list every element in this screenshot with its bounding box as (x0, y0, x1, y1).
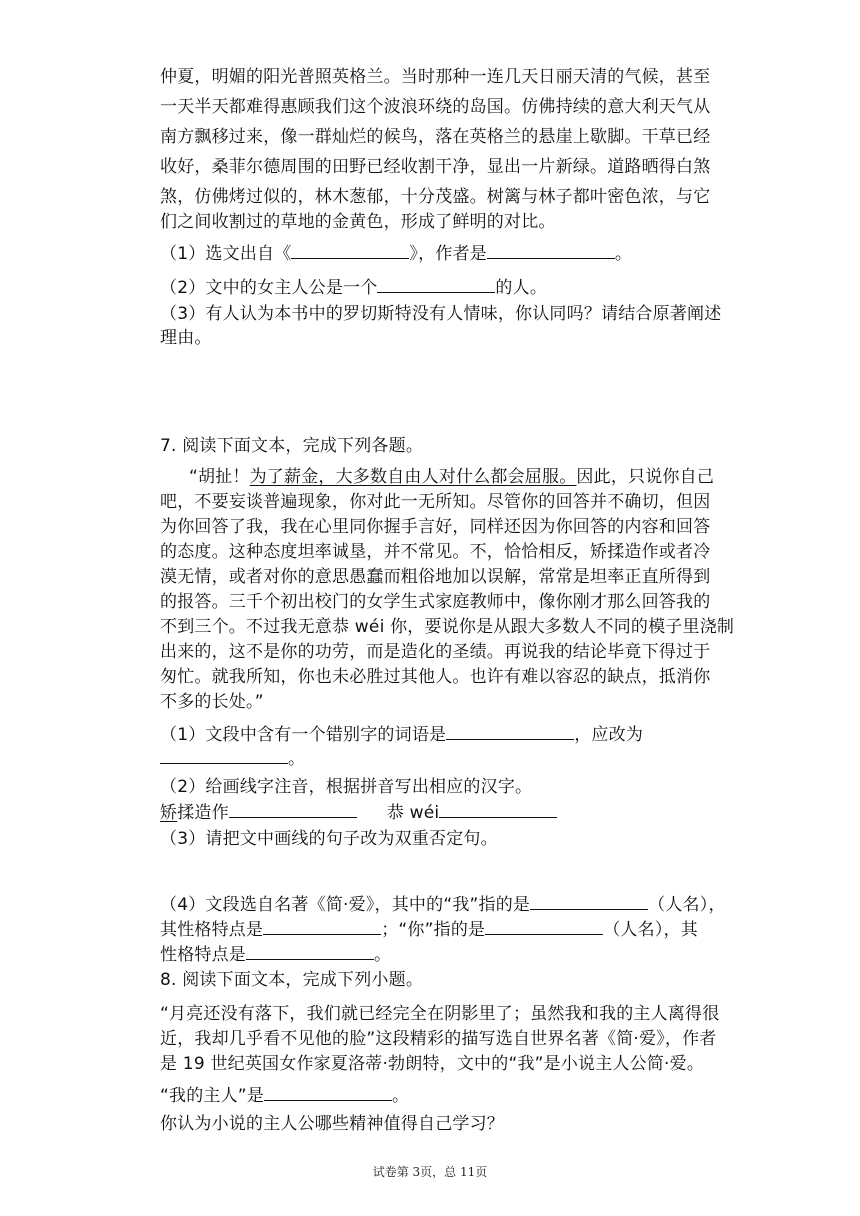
q8-passage-line: 近，我却几乎看不见他的脸”这段精彩的描写选自世界名著《简·爱》，作者 (160, 1029, 717, 1049)
underlined-char: 矫 (160, 803, 178, 823)
question-7-2: （2）给画线字注音，根据拼音写出相应的汉字。 (160, 777, 533, 797)
answer-blank[interactable] (291, 241, 409, 259)
question-6-1: （1）选文出自《 》，作者是 。 (160, 241, 632, 265)
q7-passage-line: 漠无情，或者对你的意思愚蠢而粗俗地加以误解，常常是坦率正直所得到 (160, 567, 711, 587)
underlined-sentence: 为了薪金，大多数自由人对什么都会屈服。 (249, 467, 577, 487)
answer-blank[interactable] (229, 800, 357, 818)
q7-passage-line: 不到三个。不过我无意恭 wéi 你，要说你是从跟大多数人不同的模子里浇制 (160, 617, 735, 637)
answer-blank[interactable] (485, 917, 603, 935)
answer-blank[interactable] (530, 892, 648, 910)
question-7-3: （3）请把文中画线的句子改为双重否定句。 (160, 829, 498, 849)
answer-blank[interactable] (263, 917, 381, 935)
q7-passage-line: 吧，不要妄谈普遍现象，你对此一无所知。尽管你的回答并不确切，但因 (160, 492, 711, 512)
question-8-heading: 8. 阅读下面文本，完成下列小题。 (160, 970, 424, 990)
question-7-4-cont2: 性格特点是 。 (160, 942, 391, 966)
q7-passage-line: 为你回答了我，我在心里同你握手言好，同样还因为你回答的内容和回答 (160, 517, 711, 537)
q7-passage-line: 不多的长处。” (160, 692, 264, 712)
question-8-2: 你认为小说的主人公哪些精神值得自己学习？ (160, 1114, 504, 1134)
question-7-4-cont: 其性格特点是 ；“你”指的是 （人名），其 (160, 917, 698, 941)
question-7-2-answers: 矫揉造作 恭 wéi (160, 800, 557, 824)
passage-line: 们之间收割过的草地的金黄色，形成了鲜明的对比。 (160, 212, 556, 232)
q7-passage-line: 的态度。这种态度坦率诚垦，并不常见。不，恰恰相反，矫揉造作或者冷 (160, 542, 711, 562)
question-7-heading: 7. 阅读下面文本，完成下列各题。 (160, 436, 424, 456)
question-8-1: “我的主人”是 。 (160, 1083, 409, 1107)
answer-blank[interactable] (377, 275, 495, 293)
q7-passage-line: 出来的，这不是你的功劳，而是造化的圣绩。再说我的结论毕竟下得过于 (160, 642, 711, 662)
question-6-3-line1: （3）有人认为本书中的罗切斯特没有人情味，你认同吗？请结合原著阐述 (160, 304, 722, 324)
q8-passage-line: 是 19 世纪英国女作家夏洛蒂·勃朗特，文中的“我”是小说主人公简·爱。 (160, 1054, 705, 1074)
q8-passage-line: “月亮还没有落下，我们就已经完全在阴影里了；虽然我和我的主人离得很 (160, 1004, 720, 1024)
answer-blank[interactable] (264, 1083, 392, 1101)
q7-passage-line: 匆忙。就我所知，你也未必胜过其他人。也许有难以容忍的缺点，抵消你 (160, 667, 711, 687)
question-6-2: （2）文中的女主人公是一个 的人。 (160, 275, 547, 299)
answer-blank[interactable] (439, 800, 557, 818)
passage-line: 收好，桑菲尔德周围的田野已经收割干净，显出一片新绿。道路晒得白煞 (160, 157, 711, 177)
answer-blank[interactable] (487, 241, 615, 259)
question-7-1-cont: 。 (160, 746, 305, 770)
answer-blank[interactable] (246, 942, 374, 960)
q7-passage-line: 的报答。三千个初出校门的女学生式家庭教师中，像你刚才那么回答我的 (160, 592, 711, 612)
answer-blank[interactable] (446, 722, 574, 740)
question-7-4: （4）文段选自名著《简·爱》，其中的“我”指的是 （人名）， (160, 892, 726, 916)
passage-line: 仲夏，明媚的阳光普照英格兰。当时那种一连几天日丽天清的气候，甚至 (160, 67, 711, 87)
page-footer: 试卷第 3页，总 11页 (372, 1165, 488, 1179)
passage-line: 一天半天都难得惠顾我们这个波浪环绕的岛国。仿佛持续的意大利天气从 (160, 97, 711, 117)
q7-passage-line1: “胡扯！为了薪金，大多数自由人对什么都会屈服。因此，只说你自己 (189, 467, 715, 487)
passage-line: 南方飘移过来，像一群灿烂的候鸟，落在英格兰的悬崖上歇脚。干草已经 (160, 127, 711, 147)
passage-line: 煞，仿佛烤过似的，林木葱郁，十分茂盛。树篱与林子都叶密色浓，与它 (160, 187, 711, 207)
answer-blank[interactable] (160, 746, 288, 764)
question-6-3-line2: 理由。 (160, 328, 212, 348)
question-7-1: （1）文段中含有一个错别字的词语是 ，应改为 (160, 722, 643, 746)
